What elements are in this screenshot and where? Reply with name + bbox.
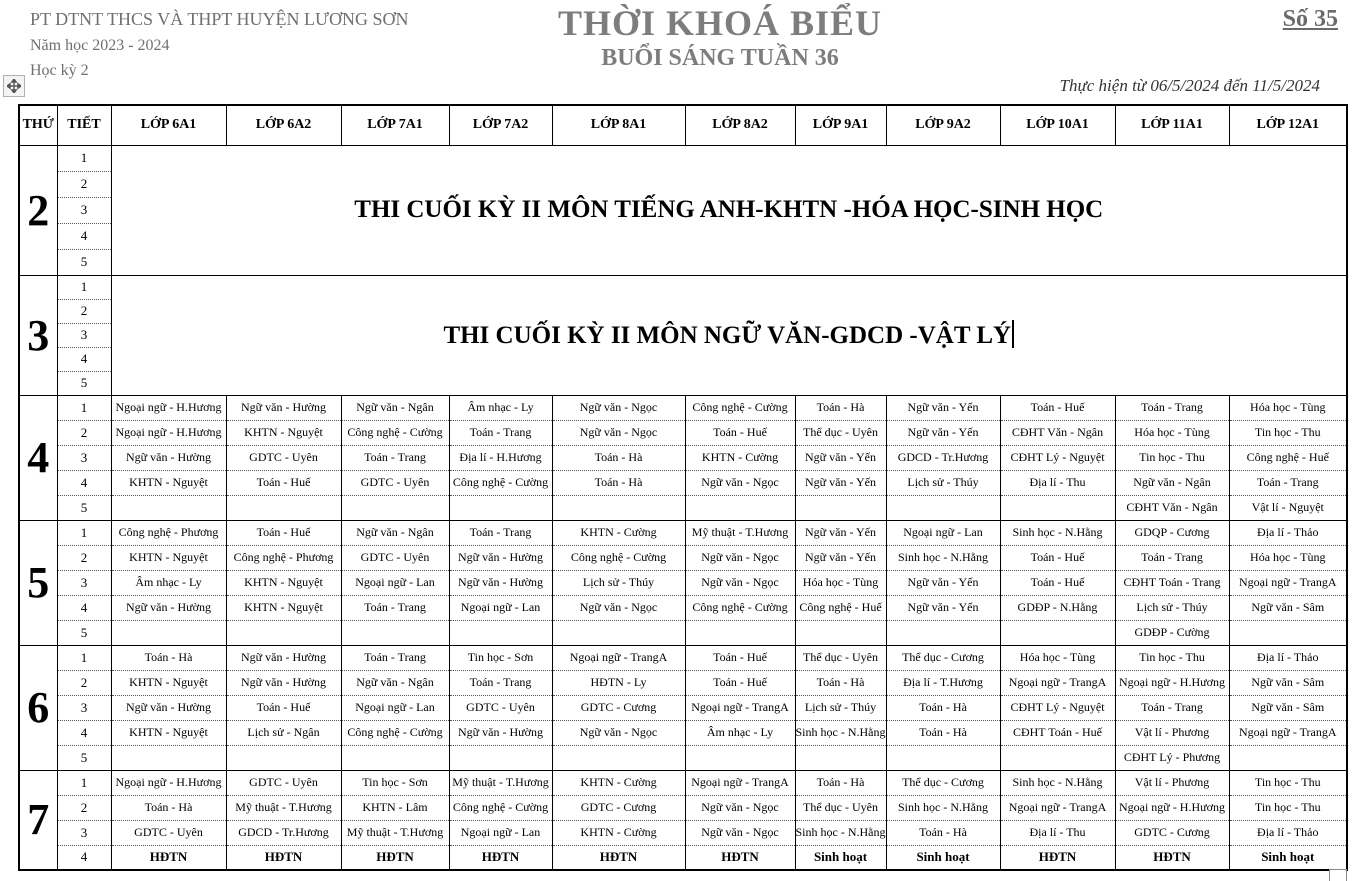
subject-cell-d6-p2-c7[interactable]: Địa lí - T.Hương <box>886 670 1000 695</box>
subject-cell-d5-p1-c2[interactable]: Ngữ văn - Ngân <box>341 520 449 545</box>
subject-cell-d4-p5-c8[interactable] <box>1000 495 1115 520</box>
period-number-d3-p5[interactable]: 5 <box>57 371 111 395</box>
subject-cell-d5-p3-c1[interactable]: KHTN - Nguyệt <box>226 570 341 595</box>
subject-cell-d5-p2-c5[interactable]: Ngữ văn - Ngọc <box>685 545 795 570</box>
subject-cell-d7-p4-c6[interactable]: Sinh hoạt <box>795 845 886 870</box>
subject-cell-d5-p2-c9[interactable]: Toán - Trang <box>1115 545 1229 570</box>
subject-cell-d4-p1-c4[interactable]: Ngữ văn - Ngọc <box>552 395 685 420</box>
subject-cell-d4-p5-c5[interactable] <box>685 495 795 520</box>
subject-cell-d5-p5-c0[interactable] <box>111 620 226 645</box>
subject-cell-d5-p5-c7[interactable] <box>886 620 1000 645</box>
row-day7-period3 <box>19 820 1347 845</box>
table-move-handle-icon[interactable] <box>3 75 25 97</box>
subject-cell-d6-p3-c1[interactable]: Toán - Huế <box>226 695 341 720</box>
period-number-d4-p3[interactable]: 3 <box>57 445 111 470</box>
subject-cell-d7-p4-c7[interactable]: Sinh hoạt <box>886 845 1000 870</box>
subject-cell-d6-p2-c6[interactable]: Toán - Hà <box>795 670 886 695</box>
subject-cell-d7-p1-c7[interactable]: Thể dục - Cương <box>886 770 1000 795</box>
subject-cell-d5-p2-c8[interactable]: Toán - Huế <box>1000 545 1115 570</box>
subject-cell-d4-p4-c6[interactable]: Ngữ văn - Yến <box>795 470 886 495</box>
subject-cell-d4-p4-c0[interactable]: KHTN - Nguyệt <box>111 470 226 495</box>
subject-cell-d4-p1-c7[interactable]: Ngữ văn - Yến <box>886 395 1000 420</box>
column-header-0[interactable]: THỨ <box>19 105 57 145</box>
subject-cell-d7-p1-c10[interactable]: Tin học - Thu <box>1229 770 1347 795</box>
period-number-d2-p3[interactable]: 3 <box>57 197 111 223</box>
subject-cell-d5-p2-c4[interactable]: Công nghệ - Cường <box>552 545 685 570</box>
subject-cell-d7-p2-c10[interactable]: Tin học - Thu <box>1229 795 1347 820</box>
period-number-d5-p1[interactable]: 1 <box>57 520 111 545</box>
column-header-5[interactable]: LỚP 7A2 <box>449 105 552 145</box>
subject-cell-d6-p3-c8[interactable]: CĐHT Lý - Nguyệt <box>1000 695 1115 720</box>
column-header-3[interactable]: LỚP 6A2 <box>226 105 341 145</box>
subject-cell-d5-p4-c7[interactable]: Ngữ văn - Yến <box>886 595 1000 620</box>
subject-cell-d7-p1-c0[interactable]: Ngoại ngữ - H.Hương <box>111 770 226 795</box>
subject-cell-d4-p2-c8[interactable]: CĐHT Văn - Ngân <box>1000 420 1115 445</box>
subject-cell-d4-p5-c2[interactable] <box>341 495 449 520</box>
subject-cell-d5-p2-c7[interactable]: Sinh học - N.Hằng <box>886 545 1000 570</box>
subject-cell-d4-p5-c0[interactable] <box>111 495 226 520</box>
subject-cell-d6-p5-c8[interactable] <box>1000 745 1115 770</box>
subject-cell-d6-p3-c0[interactable]: Ngữ văn - Hường <box>111 695 226 720</box>
subject-cell-d7-p2-c6[interactable]: Thể dục - Uyên <box>795 795 886 820</box>
subject-cell-d4-p2-c5[interactable]: Toán - Huế <box>685 420 795 445</box>
subject-cell-d7-p2-c2[interactable]: KHTN - Lâm <box>341 795 449 820</box>
subject-cell-d7-p1-c8[interactable]: Sinh học - N.Hằng <box>1000 770 1115 795</box>
subject-cell-d5-p4-c10[interactable]: Ngữ văn - Sâm <box>1229 595 1347 620</box>
subject-cell-d6-p5-c5[interactable] <box>685 745 795 770</box>
period-number-d4-p5[interactable]: 5 <box>57 495 111 520</box>
subject-cell-d7-p4-c5[interactable]: HĐTN <box>685 845 795 870</box>
subject-cell-d7-p2-c7[interactable]: Sinh học - N.Hằng <box>886 795 1000 820</box>
subject-cell-d5-p3-c3[interactable]: Ngữ văn - Hường <box>449 570 552 595</box>
subject-cell-d5-p5-c10[interactable] <box>1229 620 1347 645</box>
period-number-d7-p3[interactable]: 3 <box>57 820 111 845</box>
subject-cell-d5-p1-c7[interactable]: Ngoại ngữ - Lan <box>886 520 1000 545</box>
subject-cell-d4-p3-c6[interactable]: Ngữ văn - Yến <box>795 445 886 470</box>
row-day6-period1 <box>19 645 1347 670</box>
day-number-6[interactable]: 6 <box>19 645 57 770</box>
subject-cell-d6-p4-c0[interactable]: KHTN - Nguyệt <box>111 720 226 745</box>
subject-cell-d7-p4-c9[interactable]: HĐTN <box>1115 845 1229 870</box>
subject-cell-d7-p1-c9[interactable]: Vật lí - Phương <box>1115 770 1229 795</box>
subject-cell-d7-p1-c4[interactable]: KHTN - Cường <box>552 770 685 795</box>
subject-cell-d6-p1-c4[interactable]: Ngoại ngữ - TrangA <box>552 645 685 670</box>
subject-cell-d6-p1-c6[interactable]: Thể dục - Uyên <box>795 645 886 670</box>
subject-cell-d6-p2-c3[interactable]: Toán - Trang <box>449 670 552 695</box>
subject-cell-d6-p5-c3[interactable] <box>449 745 552 770</box>
column-header-6[interactable]: LỚP 8A1 <box>552 105 685 145</box>
row-day5-period1 <box>19 520 1347 545</box>
subject-cell-d4-p1-c5[interactable]: Công nghệ - Cường <box>685 395 795 420</box>
period-number-d5-p5[interactable]: 5 <box>57 620 111 645</box>
subject-cell-d7-p2-c8[interactable]: Ngoại ngữ - TrangA <box>1000 795 1115 820</box>
column-header-8[interactable]: LỚP 9A1 <box>795 105 886 145</box>
column-header-9[interactable]: LỚP 9A2 <box>886 105 1000 145</box>
exam-text: THI CUỐI KỲ II MÔN NGỮ VĂN-GDCD -VẬT LÝ <box>443 322 1012 349</box>
column-header-12[interactable]: LỚP 12A1 <box>1229 105 1347 145</box>
subject-cell-d5-p3-c4[interactable]: Lịch sử - Thúy <box>552 570 685 595</box>
period-number-d5-p4[interactable]: 4 <box>57 595 111 620</box>
subject-cell-d5-p5-c1[interactable] <box>226 620 341 645</box>
subject-cell-d6-p5-c1[interactable] <box>226 745 341 770</box>
title-block <box>420 2 1020 73</box>
row-day4-period1 <box>19 395 1347 420</box>
subject-cell-d5-p1-c6[interactable]: Ngữ văn - Yến <box>795 520 886 545</box>
subject-cell-d6-p1-c5[interactable]: Toán - Huế <box>685 645 795 670</box>
period-number-d3-p1[interactable]: 1 <box>57 275 111 299</box>
subject-cell-d7-p1-c3[interactable]: Mỹ thuật - T.Hương <box>449 770 552 795</box>
period-number-d4-p1[interactable]: 1 <box>57 395 111 420</box>
subject-cell-d6-p2-c1[interactable]: Ngữ văn - Hường <box>226 670 341 695</box>
row-day4-period2 <box>19 420 1347 445</box>
subject-cell-d5-p1-c1[interactable]: Toán - Huế <box>226 520 341 545</box>
subject-cell-d6-p5-c7[interactable] <box>886 745 1000 770</box>
subject-cell-d4-p1-c10[interactable]: Hóa học - Tùng <box>1229 395 1347 420</box>
subject-cell-d5-p1-c9[interactable]: GDQP - Cương <box>1115 520 1229 545</box>
row-day5-period5 <box>19 620 1347 645</box>
subject-cell-d6-p4-c2[interactable]: Công nghệ - Cường <box>341 720 449 745</box>
subject-cell-d7-p3-c0[interactable]: GDTC - Uyên <box>111 820 226 845</box>
subject-cell-d7-p4-c10[interactable]: Sinh hoạt <box>1229 845 1347 870</box>
exam-cell-day2[interactable] <box>111 145 1347 275</box>
subject-cell-d7-p3-c8[interactable]: Địa lí - Thu <box>1000 820 1115 845</box>
subject-cell-d4-p4-c8[interactable]: Địa lí - Thu <box>1000 470 1115 495</box>
subject-cell-d5-p4-c0[interactable]: Ngữ văn - Hường <box>111 595 226 620</box>
subject-cell-d6-p2-c9[interactable]: Ngoại ngữ - H.Hương <box>1115 670 1229 695</box>
column-header-10[interactable]: LỚP 10A1 <box>1000 105 1115 145</box>
period-number-d3-p4[interactable]: 4 <box>57 347 111 371</box>
subject-cell-d5-p1-c8[interactable]: Sinh học - N.Hằng <box>1000 520 1115 545</box>
subject-cell-d7-p2-c1[interactable]: Mỹ thuật - T.Hương <box>226 795 341 820</box>
subject-cell-d7-p2-c9[interactable]: Ngoại ngữ - H.Hương <box>1115 795 1229 820</box>
page-title: THỜI KHOÁ BIỂU <box>557 3 883 43</box>
subject-cell-d5-p4-c5[interactable]: Công nghệ - Cường <box>685 595 795 620</box>
subject-cell-d5-p2-c0[interactable]: KHTN - Nguyệt <box>111 545 226 570</box>
table-resize-handle-icon[interactable] <box>1329 869 1347 881</box>
subject-cell-d4-p3-c0[interactable]: Ngữ văn - Hường <box>111 445 226 470</box>
subject-cell-d5-p1-c10[interactable]: Địa lí - Thảo <box>1229 520 1347 545</box>
subject-cell-d4-p1-c1[interactable]: Ngữ văn - Hường <box>226 395 341 420</box>
column-header-4[interactable]: LỚP 7A1 <box>341 105 449 145</box>
subject-cell-d6-p2-c10[interactable]: Ngữ văn - Sâm <box>1229 670 1347 695</box>
row-day5-period4 <box>19 595 1347 620</box>
subject-cell-d6-p1-c0[interactable]: Toán - Hà <box>111 645 226 670</box>
subject-cell-d5-p4-c3[interactable]: Ngoại ngữ - Lan <box>449 595 552 620</box>
day-number-7[interactable]: 7 <box>19 770 57 870</box>
subject-cell-d4-p2-c4[interactable]: Ngữ văn - Ngọc <box>552 420 685 445</box>
subject-cell-d4-p4-c7[interactable]: Lịch sử - Thúy <box>886 470 1000 495</box>
effective-dates: Thực hiện từ 06/5/2024 đến 11/5/2024 <box>1059 76 1320 95</box>
subject-cell-d4-p4-c4[interactable]: Toán - Hà <box>552 470 685 495</box>
move-arrows-icon <box>7 79 21 93</box>
subject-cell-d7-p1-c1[interactable]: GDTC - Uyên <box>226 770 341 795</box>
period-number-d6-p4[interactable]: 4 <box>57 720 111 745</box>
subject-cell-d7-p3-c1[interactable]: GDCD - Tr.Hương <box>226 820 341 845</box>
period-number-d7-p4[interactable]: 4 <box>57 845 111 870</box>
period-number-d6-p5[interactable]: 5 <box>57 745 111 770</box>
subject-cell-d5-p4-c8[interactable]: GDĐP - N.Hằng <box>1000 595 1115 620</box>
subject-cell-d4-p2-c7[interactable]: Ngữ văn - Yến <box>886 420 1000 445</box>
school-year: Năm học 2023 - 2024 <box>30 36 170 54</box>
row-day6-period4 <box>19 720 1347 745</box>
subject-cell-d6-p1-c1[interactable]: Ngữ văn - Hường <box>226 645 341 670</box>
subject-cell-d7-p3-c9[interactable]: GDTC - Cương <box>1115 820 1229 845</box>
subject-cell-d7-p3-c5[interactable]: Ngữ văn - Ngọc <box>685 820 795 845</box>
subject-cell-d6-p4-c3[interactable]: Ngữ văn - Hường <box>449 720 552 745</box>
subject-cell-d6-p5-c9[interactable]: CĐHT Lý - Phương <box>1115 745 1229 770</box>
subject-cell-d6-p3-c2[interactable]: Ngoại ngữ - Lan <box>341 695 449 720</box>
period-number-d6-p2[interactable]: 2 <box>57 670 111 695</box>
period-number-d7-p1[interactable]: 1 <box>57 770 111 795</box>
subject-cell-d6-p4-c1[interactable]: Lịch sử - Ngân <box>226 720 341 745</box>
row-day7-period4 <box>19 845 1347 870</box>
row-day4-period4 <box>19 470 1347 495</box>
subject-cell-d6-p4-c10[interactable]: Ngoại ngữ - TrangA <box>1229 720 1347 745</box>
school-header <box>30 6 409 83</box>
subject-cell-d4-p2-c3[interactable]: Toán - Trang <box>449 420 552 445</box>
subject-cell-d4-p3-c3[interactable]: Địa lí - H.Hương <box>449 445 552 470</box>
subject-cell-d6-p3-c4[interactable]: GDTC - Cương <box>552 695 685 720</box>
subject-cell-d4-p3-c4[interactable]: Toán - Hà <box>552 445 685 470</box>
subject-cell-d7-p1-c2[interactable]: Tin học - Sơn <box>341 770 449 795</box>
subject-cell-d4-p4-c5[interactable]: Ngữ văn - Ngọc <box>685 470 795 495</box>
subject-cell-d5-p5-c4[interactable] <box>552 620 685 645</box>
row-day6-period3 <box>19 695 1347 720</box>
subject-cell-d5-p1-c4[interactable]: KHTN - Cường <box>552 520 685 545</box>
subject-cell-d5-p1-c0[interactable]: Công nghệ - Phương <box>111 520 226 545</box>
subject-cell-d5-p3-c2[interactable]: Ngoại ngữ - Lan <box>341 570 449 595</box>
period-number-d2-p4[interactable]: 4 <box>57 223 111 249</box>
row-day6-period2 <box>19 670 1347 695</box>
period-number-d5-p3[interactable]: 3 <box>57 570 111 595</box>
header-row <box>19 105 1347 145</box>
subject-cell-d6-p5-c4[interactable] <box>552 745 685 770</box>
sheet-number: Số 35 <box>1282 6 1338 32</box>
subject-cell-d4-p4-c9[interactable]: Ngữ văn - Ngân <box>1115 470 1229 495</box>
subject-cell-d4-p5-c7[interactable] <box>886 495 1000 520</box>
subject-cell-d4-p1-c6[interactable]: Toán - Hà <box>795 395 886 420</box>
subject-cell-d7-p4-c3[interactable]: HĐTN <box>449 845 552 870</box>
period-number-d2-p5[interactable]: 5 <box>57 249 111 275</box>
subject-cell-d6-p2-c0[interactable]: KHTN - Nguyệt <box>111 670 226 695</box>
subject-cell-d7-p1-c5[interactable]: Ngoại ngữ - TrangA <box>685 770 795 795</box>
subject-cell-d6-p1-c3[interactable]: Tin học - Sơn <box>449 645 552 670</box>
subject-cell-d4-p2-c9[interactable]: Hóa học - Tùng <box>1115 420 1229 445</box>
subject-cell-d6-p4-c6[interactable]: Sinh học - N.Hằng <box>795 720 886 745</box>
row-day7-period1 <box>19 770 1347 795</box>
subject-cell-d7-p3-c7[interactable]: Toán - Hà <box>886 820 1000 845</box>
subject-cell-d6-p5-c2[interactable] <box>341 745 449 770</box>
subject-cell-d7-p3-c10[interactable]: Địa lí - Thảo <box>1229 820 1347 845</box>
period-number-d4-p4[interactable]: 4 <box>57 470 111 495</box>
subject-cell-d4-p2-c0[interactable]: Ngoại ngữ - H.Hương <box>111 420 226 445</box>
subject-cell-d4-p2-c2[interactable]: Công nghệ - Cường <box>341 420 449 445</box>
subject-cell-d5-p4-c2[interactable]: Toán - Trang <box>341 595 449 620</box>
subject-cell-d7-p4-c0[interactable]: HĐTN <box>111 845 226 870</box>
subject-cell-d5-p2-c2[interactable]: GDTC - Uyên <box>341 545 449 570</box>
subject-cell-d6-p2-c2[interactable]: Ngữ văn - Ngân <box>341 670 449 695</box>
page-subtitle: BUỔI SÁNG TUẦN 36 <box>601 45 839 72</box>
subject-cell-d7-p3-c4[interactable]: KHTN - Cường <box>552 820 685 845</box>
subject-cell-d5-p3-c8[interactable]: Toán - Huế <box>1000 570 1115 595</box>
exam-text: THI CUỐI KỲ II MÔN TIẾNG ANH-KHTN -HÓA HỌC-SINH HỌC <box>354 196 1104 223</box>
subject-cell-d5-p5-c3[interactable] <box>449 620 552 645</box>
subject-cell-d6-p1-c2[interactable]: Toán - Trang <box>341 645 449 670</box>
subject-cell-d4-p1-c0[interactable]: Ngoại ngữ - H.Hương <box>111 395 226 420</box>
subject-cell-d7-p2-c3[interactable]: Công nghệ - Cường <box>449 795 552 820</box>
day-number-5[interactable]: 5 <box>19 520 57 645</box>
subject-cell-d5-p1-c5[interactable]: Mỹ thuật - T.Hương <box>685 520 795 545</box>
column-header-1[interactable]: TIẾT <box>57 105 111 145</box>
subject-cell-d4-p3-c9[interactable]: Tin học - Thu <box>1115 445 1229 470</box>
subject-cell-d4-p3-c5[interactable]: KHTN - Cường <box>685 445 795 470</box>
subject-cell-d7-p2-c4[interactable]: GDTC - Cương <box>552 795 685 820</box>
subject-cell-d6-p4-c5[interactable]: Âm nhạc - Ly <box>685 720 795 745</box>
row-day3-period1 <box>19 275 1347 299</box>
row-day5-period3 <box>19 570 1347 595</box>
semester: Học kỳ 2 <box>30 61 89 79</box>
period-number-d2-p2[interactable]: 2 <box>57 171 111 197</box>
subject-cell-d6-p1-c7[interactable]: Thể dục - Cương <box>886 645 1000 670</box>
subject-cell-d5-p2-c1[interactable]: Công nghệ - Phương <box>226 545 341 570</box>
row-day7-period2 <box>19 795 1347 820</box>
subject-cell-d6-p2-c5[interactable]: Toán - Huế <box>685 670 795 695</box>
subject-cell-d5-p3-c0[interactable]: Âm nhạc - Ly <box>111 570 226 595</box>
text-caret <box>1012 320 1014 348</box>
period-number-d3-p2[interactable]: 2 <box>57 299 111 323</box>
subject-cell-d6-p3-c3[interactable]: GDTC - Uyên <box>449 695 552 720</box>
subject-cell-d4-p2-c6[interactable]: Thể dục - Uyên <box>795 420 886 445</box>
column-header-2[interactable]: LỚP 6A1 <box>111 105 226 145</box>
subject-cell-d6-p1-c10[interactable]: Địa lí - Thảo <box>1229 645 1347 670</box>
subject-cell-d5-p5-c6[interactable] <box>795 620 886 645</box>
subject-cell-d5-p3-c9[interactable]: CĐHT Toán - Trang <box>1115 570 1229 595</box>
timetable-table <box>18 104 1348 871</box>
subject-cell-d4-p1-c8[interactable]: Toán - Huế <box>1000 395 1115 420</box>
subject-cell-d6-p3-c10[interactable]: Ngữ văn - Sâm <box>1229 695 1347 720</box>
subject-cell-d7-p4-c1[interactable]: HĐTN <box>226 845 341 870</box>
subject-cell-d4-p5-c4[interactable] <box>552 495 685 520</box>
subject-cell-d4-p1-c9[interactable]: Toán - Trang <box>1115 395 1229 420</box>
subject-cell-d7-p4-c8[interactable]: HĐTN <box>1000 845 1115 870</box>
subject-cell-d4-p2-c1[interactable]: KHTN - Nguyệt <box>226 420 341 445</box>
subject-cell-d7-p3-c6[interactable]: Sinh học - N.Hằng <box>795 820 886 845</box>
subject-cell-d4-p3-c2[interactable]: Toán - Trang <box>341 445 449 470</box>
subject-cell-d7-p3-c3[interactable]: Ngoại ngữ - Lan <box>449 820 552 845</box>
subject-cell-d6-p5-c10[interactable] <box>1229 745 1347 770</box>
subject-cell-d4-p3-c10[interactable]: Công nghệ - Huế <box>1229 445 1347 470</box>
subject-cell-d6-p4-c7[interactable]: Toán - Hà <box>886 720 1000 745</box>
subject-cell-d7-p4-c2[interactable]: HĐTN <box>341 845 449 870</box>
subject-cell-d5-p5-c5[interactable] <box>685 620 795 645</box>
subject-cell-d5-p3-c5[interactable]: Ngữ văn - Ngọc <box>685 570 795 595</box>
subject-cell-d6-p3-c5[interactable]: Ngoại ngữ - TrangA <box>685 695 795 720</box>
subject-cell-d5-p5-c8[interactable] <box>1000 620 1115 645</box>
day-number-4[interactable]: 4 <box>19 395 57 520</box>
subject-cell-d6-p4-c9[interactable]: Vật lí - Phương <box>1115 720 1229 745</box>
subject-cell-d4-p4-c10[interactable]: Toán - Trang <box>1229 470 1347 495</box>
subject-cell-d7-p2-c0[interactable]: Toán - Hà <box>111 795 226 820</box>
school-name: PT DTNT THCS VÀ THPT HUYỆN LƯƠNG SƠN <box>30 9 409 29</box>
subject-cell-d5-p4-c4[interactable]: Ngữ văn - Ngọc <box>552 595 685 620</box>
subject-cell-d7-p3-c2[interactable]: Mỹ thuật - T.Hương <box>341 820 449 845</box>
subject-cell-d7-p2-c5[interactable]: Ngữ văn - Ngọc <box>685 795 795 820</box>
subject-cell-d6-p2-c8[interactable]: Ngoại ngữ - TrangA <box>1000 670 1115 695</box>
row-day5-period2 <box>19 545 1347 570</box>
subject-cell-d4-p1-c2[interactable]: Ngữ văn - Ngân <box>341 395 449 420</box>
subject-cell-d6-p3-c7[interactable]: Toán - Hà <box>886 695 1000 720</box>
subject-cell-d5-p3-c6[interactable]: Hóa học - Tùng <box>795 570 886 595</box>
subject-cell-d4-p5-c10[interactable]: Vật lí - Nguyệt <box>1229 495 1347 520</box>
period-number-d3-p3[interactable]: 3 <box>57 323 111 347</box>
exam-cell-day3[interactable] <box>111 275 1347 395</box>
subject-cell-d6-p5-c0[interactable] <box>111 745 226 770</box>
period-number-d5-p2[interactable]: 2 <box>57 545 111 570</box>
subject-cell-d4-p4-c3[interactable]: Công nghệ - Cường <box>449 470 552 495</box>
subject-cell-d5-p2-c6[interactable]: Ngữ văn - Yến <box>795 545 886 570</box>
subject-cell-d6-p1-c8[interactable]: Hóa học - Tùng <box>1000 645 1115 670</box>
subject-cell-d4-p4-c1[interactable]: Toán - Huế <box>226 470 341 495</box>
subject-cell-d6-p3-c6[interactable]: Lịch sử - Thúy <box>795 695 886 720</box>
period-number-d2-p1[interactable]: 1 <box>57 145 111 171</box>
subject-cell-d4-p3-c8[interactable]: CĐHT Lý - Nguyệt <box>1000 445 1115 470</box>
subject-cell-d6-p4-c4[interactable]: Ngữ văn - Ngọc <box>552 720 685 745</box>
subject-cell-d4-p5-c3[interactable] <box>449 495 552 520</box>
subject-cell-d4-p4-c2[interactable]: GDTC - Uyên <box>341 470 449 495</box>
period-number-d7-p2[interactable]: 2 <box>57 795 111 820</box>
period-number-d4-p2[interactable]: 2 <box>57 420 111 445</box>
subject-cell-d4-p5-c1[interactable] <box>226 495 341 520</box>
subject-cell-d4-p2-c10[interactable]: Tin học - Thu <box>1229 420 1347 445</box>
subject-cell-d6-p2-c4[interactable]: HĐTN - Ly <box>552 670 685 695</box>
subject-cell-d5-p4-c9[interactable]: Lịch sử - Thúy <box>1115 595 1229 620</box>
row-day4-period3 <box>19 445 1347 470</box>
subject-cell-d5-p5-c9[interactable]: GDĐP - Cường <box>1115 620 1229 645</box>
subject-cell-d6-p5-c6[interactable] <box>795 745 886 770</box>
column-header-11[interactable]: LỚP 11A1 <box>1115 105 1229 145</box>
subject-cell-d4-p3-c1[interactable]: GDTC - Uyên <box>226 445 341 470</box>
subject-cell-d4-p1-c3[interactable]: Âm nhạc - Ly <box>449 395 552 420</box>
subject-cell-d5-p2-c3[interactable]: Ngữ văn - Hường <box>449 545 552 570</box>
row-day2-period1 <box>19 145 1347 171</box>
subject-cell-d5-p4-c1[interactable]: KHTN - Nguyệt <box>226 595 341 620</box>
column-header-7[interactable]: LỚP 8A2 <box>685 105 795 145</box>
period-number-d6-p3[interactable]: 3 <box>57 695 111 720</box>
subject-cell-d7-p4-c4[interactable]: HĐTN <box>552 845 685 870</box>
subject-cell-d5-p3-c7[interactable]: Ngữ văn - Yến <box>886 570 1000 595</box>
day-number-2[interactable]: 2 <box>19 145 57 275</box>
row-day4-period5 <box>19 495 1347 520</box>
subject-cell-d4-p5-c9[interactable]: CĐHT Văn - Ngân <box>1115 495 1229 520</box>
subject-cell-d4-p3-c7[interactable]: GDCD - Tr.Hương <box>886 445 1000 470</box>
subject-cell-d5-p4-c6[interactable]: Công nghệ - Huế <box>795 595 886 620</box>
period-number-d6-p1[interactable]: 1 <box>57 645 111 670</box>
subject-cell-d6-p4-c8[interactable]: CĐHT Toán - Huế <box>1000 720 1115 745</box>
subject-cell-d4-p5-c6[interactable] <box>795 495 886 520</box>
row-day6-period5 <box>19 745 1347 770</box>
day-number-3[interactable]: 3 <box>19 275 57 395</box>
subject-cell-d7-p1-c6[interactable]: Toán - Hà <box>795 770 886 795</box>
subject-cell-d5-p3-c10[interactable]: Ngoại ngữ - TrangA <box>1229 570 1347 595</box>
subject-cell-d5-p5-c2[interactable] <box>341 620 449 645</box>
subject-cell-d6-p1-c9[interactable]: Tin học - Thu <box>1115 645 1229 670</box>
subject-cell-d6-p3-c9[interactable]: Toán - Trang <box>1115 695 1229 720</box>
subject-cell-d5-p1-c3[interactable]: Toán - Trang <box>449 520 552 545</box>
subject-cell-d5-p2-c10[interactable]: Hóa học - Tùng <box>1229 545 1347 570</box>
